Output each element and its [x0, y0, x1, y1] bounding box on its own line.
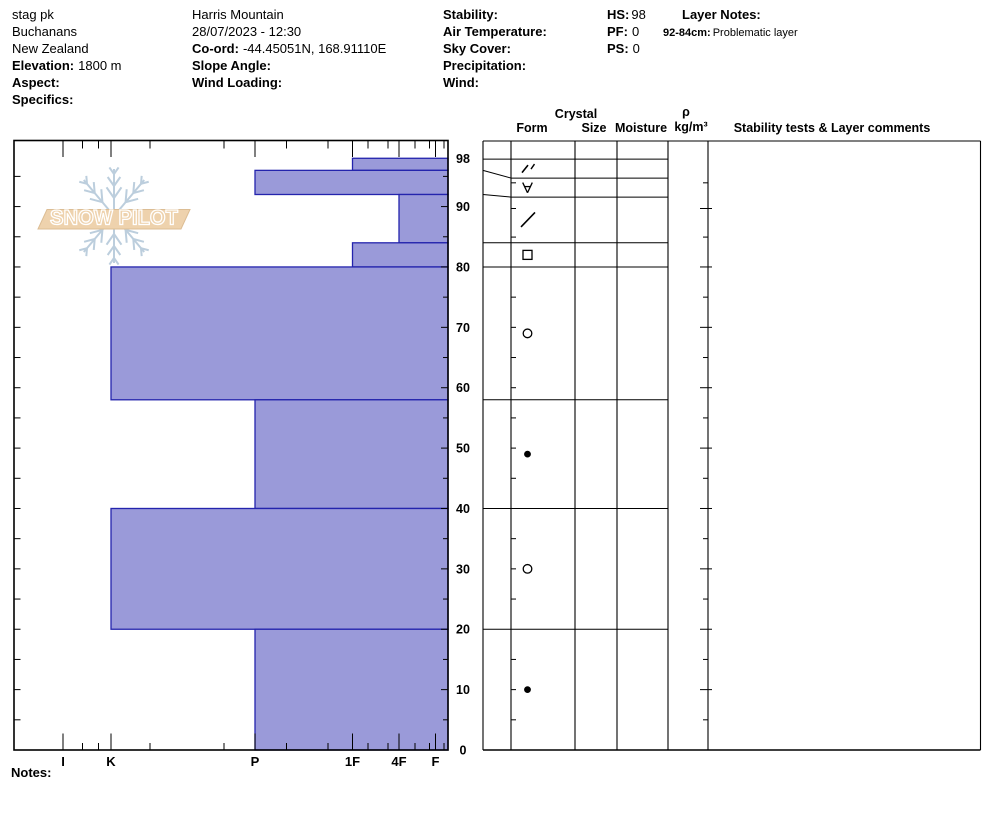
snowflake-icon [141, 248, 142, 256]
country-name: New Zealand [12, 41, 89, 56]
hardness-tick-label: F [431, 754, 440, 769]
grain-symbol-dot [524, 451, 531, 458]
snowflake-icon [101, 230, 102, 243]
density-unit-header: kg/m³ [674, 119, 708, 134]
layer-bar [255, 400, 448, 509]
snowflake-icon [94, 182, 95, 193]
air-temperature-label: Air Temperature: [443, 24, 547, 39]
layer-bar [111, 508, 448, 629]
coord-value: -44.45051N, 168.91110E [242, 41, 387, 56]
layer-notes-title: Layer Notes: [682, 7, 761, 22]
observation-datetime: 28/07/2023 - 12:30 [192, 24, 302, 39]
snowflake-icon [114, 234, 121, 245]
snowflake-icon [107, 187, 114, 198]
depth-tick-label: 10 [456, 683, 470, 698]
hs-label: HS: [607, 7, 630, 22]
density-symbol-header: ρ [682, 104, 690, 119]
range-name: Buchanans [12, 24, 78, 39]
aspect-label: Aspect: [12, 75, 60, 90]
depth-tick-label: 40 [456, 501, 470, 516]
layer-bar [399, 195, 448, 243]
snowpilot-logo [38, 167, 190, 264]
pf-value: 0 [631, 24, 640, 39]
depth-tick-label: 60 [456, 381, 470, 396]
grain-symbol-square [523, 250, 532, 259]
stroke [528, 183, 533, 193]
coord-label: Co-ord: [192, 41, 239, 56]
stability-label: Stability: [443, 7, 498, 22]
snowflake-icon [86, 176, 87, 184]
crystal-header: Crystal [554, 107, 598, 121]
grain-symbol-decomposing-fragments [522, 164, 535, 173]
layer-leader-line [483, 170, 511, 178]
profile-table [483, 141, 981, 750]
depth-tick-label: 80 [456, 260, 470, 275]
snowflake-icon [126, 230, 127, 243]
snowflake-icon [141, 176, 142, 184]
depth-tick-label: 98 [456, 151, 470, 166]
stroke [522, 165, 528, 173]
location-name: Harris Mountain [192, 7, 284, 22]
moisture-header: Moisture [614, 120, 668, 135]
form-header: Form [516, 120, 548, 135]
snowflake-icon [86, 248, 87, 256]
ps-label: PS: [607, 41, 629, 56]
snowflake-icon [114, 187, 121, 198]
layer-bar [353, 243, 449, 267]
ps-value: 0 [632, 41, 640, 56]
snowflake-icon [133, 182, 134, 193]
grain-symbol-slash [521, 212, 535, 227]
specifics-label: Specifics: [12, 92, 74, 107]
wind-loading-label: Wind Loading: [192, 75, 283, 90]
layer-note-text: Problematic layer [712, 27, 798, 39]
layer-note-label: 92-84cm: [663, 27, 711, 39]
snowflake-icon [101, 189, 102, 202]
hardness-tick-label: P [250, 754, 260, 769]
layer-bar [255, 629, 448, 750]
hardness-bars [111, 158, 448, 750]
grain-symbol-circle [523, 565, 532, 574]
logo-text: SNOW PILOT [50, 206, 179, 230]
layer-bar [255, 170, 448, 194]
wind-label: Wind: [443, 75, 479, 90]
depth-tick-label: 30 [456, 562, 470, 577]
snowflake-icon [94, 239, 95, 250]
grain-symbol-circle [523, 329, 532, 338]
hs-value: 98 [631, 7, 646, 22]
snowflake-icon [107, 234, 114, 245]
grain-symbol-surface-hoar [523, 183, 533, 193]
pit-name: stag pk [12, 7, 54, 22]
depth-tick-label: 20 [456, 622, 470, 637]
depth-tick-label: 0 [459, 743, 467, 758]
snowflake-icon [133, 239, 134, 250]
grain-symbol-dot [524, 686, 531, 693]
depth-tick-label: 90 [456, 200, 470, 215]
elevation-value: 1800 m [78, 58, 122, 73]
stroke [523, 183, 528, 193]
depth-tick-label: 70 [456, 320, 470, 335]
precipitation-label: Precipitation: [443, 58, 527, 73]
layer-bar [353, 158, 449, 170]
pf-label: PF: [607, 24, 628, 39]
stroke [521, 212, 535, 227]
depth-tick-label: 50 [456, 441, 470, 456]
sky-cover-label: Sky Cover: [443, 41, 511, 56]
comments-header: Stability tests & Layer comments [733, 120, 931, 135]
layer-bar [111, 267, 448, 400]
size-header: Size [581, 120, 607, 135]
layer-leader-line [483, 195, 511, 198]
hardness-tick-label: K [106, 754, 116, 769]
hardness-tick-label: I [61, 754, 65, 769]
elevation-label: Elevation: [12, 58, 75, 73]
notes-label: Notes: [11, 765, 52, 780]
grain-symbols [521, 164, 535, 693]
hardness-tick-label: 4F [391, 754, 407, 769]
snowflake-icon [126, 189, 127, 202]
stroke [531, 164, 535, 169]
hardness-tick-label: 1F [344, 754, 361, 769]
slope-angle-label: Slope Angle: [192, 58, 271, 73]
